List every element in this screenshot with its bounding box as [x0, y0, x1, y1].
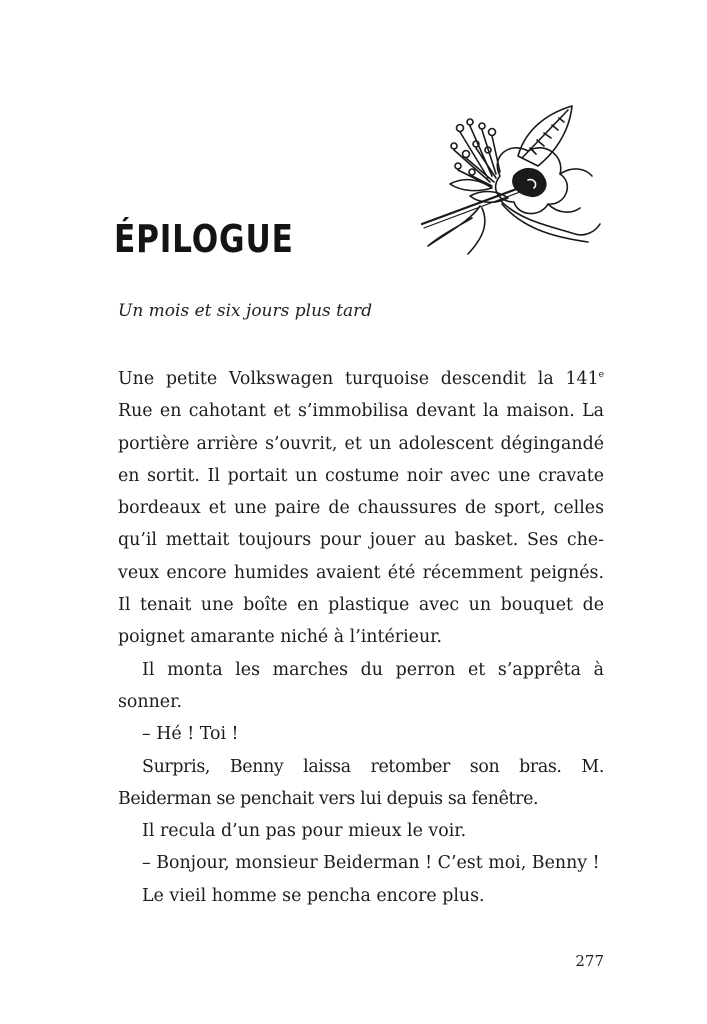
paragraph: Il recula d’un pas pour mieux le voir. [142, 821, 467, 842]
chapter-title: ÉPILOGUE [114, 217, 294, 261]
paragraph: Il monta les marches du perron et s’apprêta à sonner. [118, 659, 604, 712]
dialogue-line: – Hé ! Toi ! [142, 724, 239, 745]
flower-bouquet-icon [410, 96, 620, 266]
paragraph: Surpris, Benny laissa retomber son bras. M. Beiderman se penchait vers lui depuis sa fenêtre. [118, 756, 604, 809]
dialogue-line: – Bonjour, monsieur Beiderman ! C’est moi, Benny ! [142, 853, 600, 874]
chapter-subtitle: Un mois et six jours plus tard [118, 301, 373, 321]
paragraph: Le vieil homme se pencha encore plus. [142, 885, 485, 906]
body-text [118, 363, 604, 912]
page-number: 277 [575, 952, 604, 970]
paragraph: Une petite Volkswagen turquoise descendit la 141e Rue en cahotant et s’immobilisa devant la maison. La portière arrière s’ouvrit, et un adolescent dégingandé en sortit. Il portait un costume noir avec une cravate bordeaux et une paire de chaussures de sport, celles qu’il mettait toujours pour jouer au basket. Ses cheveux encore humides avaient été récemment peignés. Il tenait une boîte en plastique avec un bouquet de poignet amarante niché à l’intérieur. [118, 369, 604, 648]
